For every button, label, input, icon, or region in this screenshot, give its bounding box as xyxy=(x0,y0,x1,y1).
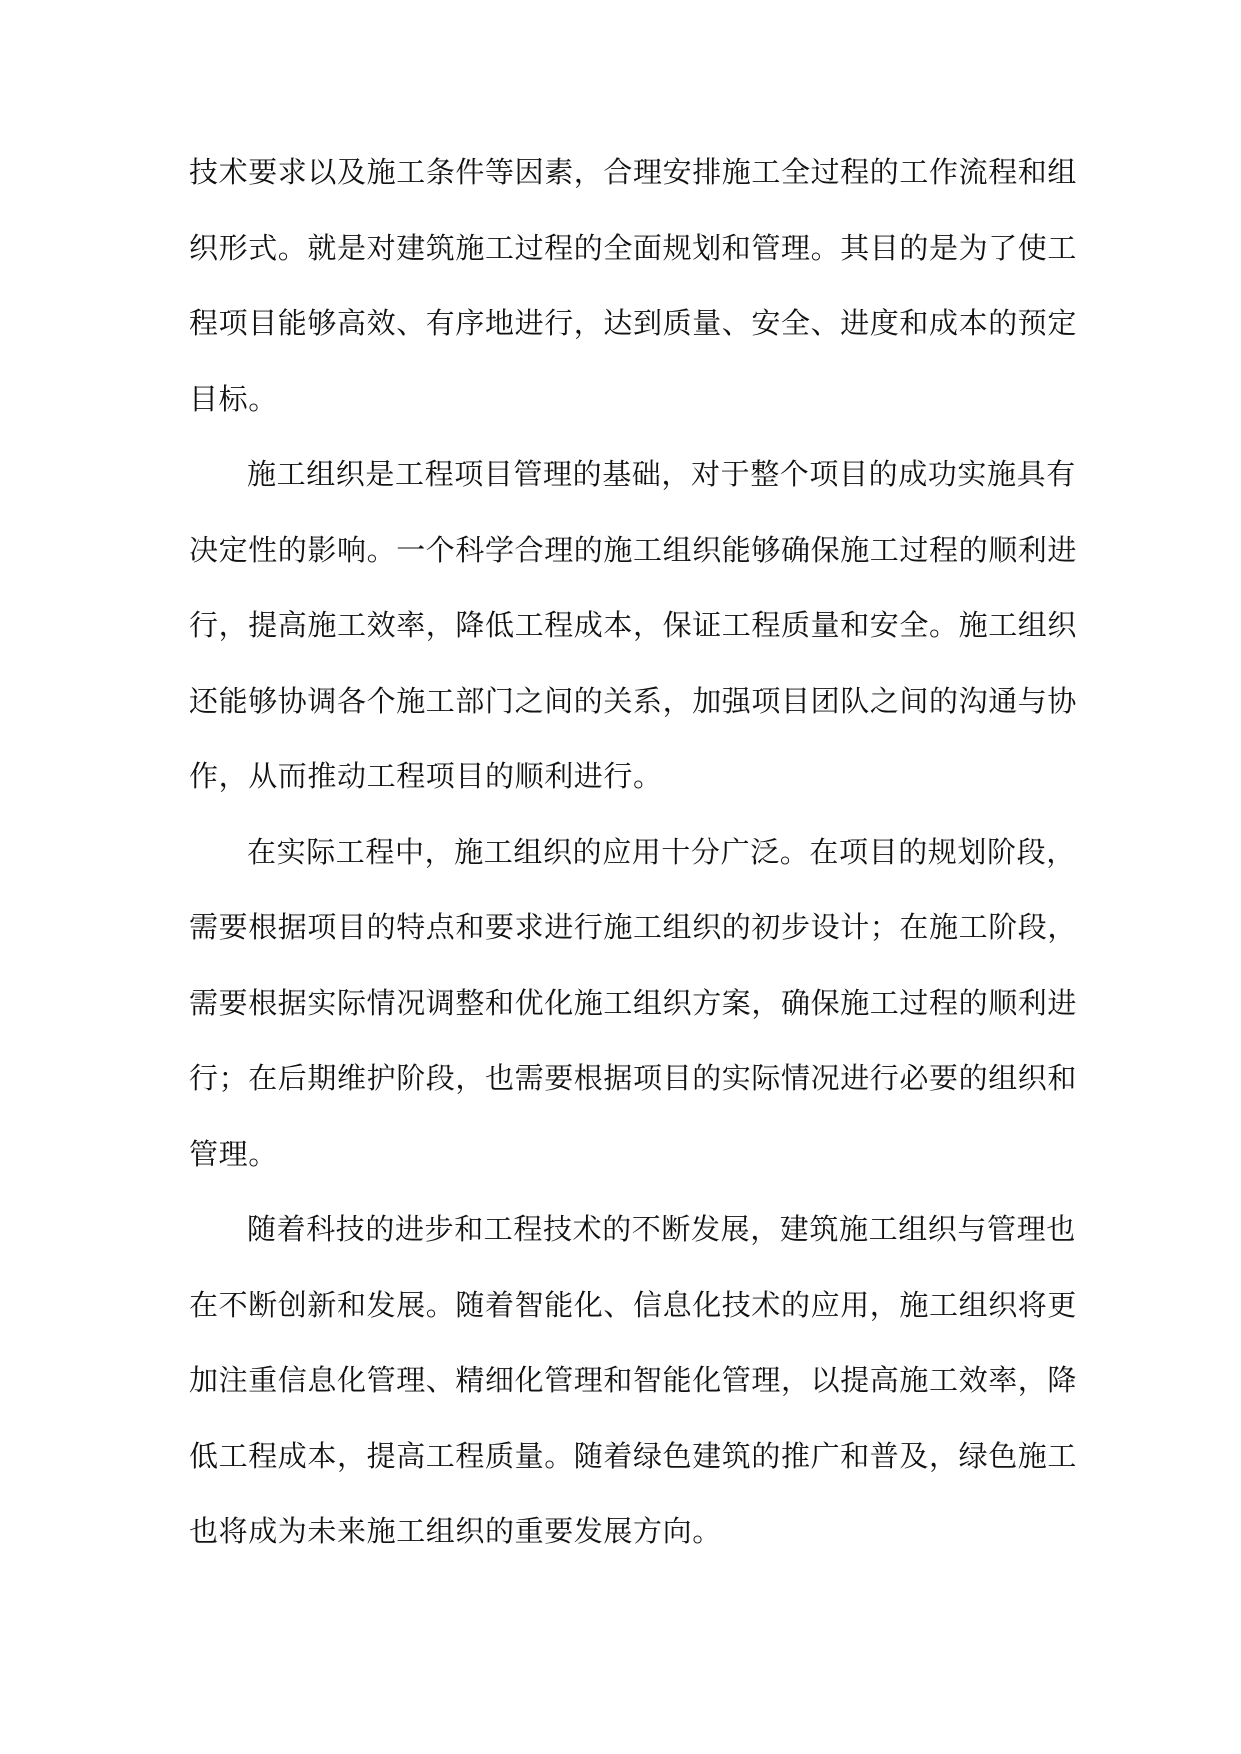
text-line: 也将成为未来施工组织的重要发展方向。 xyxy=(189,1514,722,1548)
text-line: 低工程成本，提高工程质量。随着绿色建筑的推广和普及，绿色施工 xyxy=(189,1438,1078,1473)
text-line: 在实际工程中，施工组织的应用十分广泛。在项目的规划阶段， xyxy=(247,834,1076,869)
document-body xyxy=(189,144,1078,1579)
text-line: 作，从而推动工程项目的顺利进行。 xyxy=(189,759,663,793)
text-line: 加注重信息化管理、精细化管理和智能化管理，以提高施工效率，降 xyxy=(189,1363,1078,1397)
text-line: 在不断创新和发展。随着智能化、信息化技术的应用，施工组织将更 xyxy=(189,1287,1078,1322)
text-line: 需要根据项目的特点和要求进行施工组织的初步设计；在施工阶段， xyxy=(189,910,1078,944)
text-line: 需要根据实际情况调整和优化施工组织方案，确保施工过程的顺利进 xyxy=(189,985,1078,1020)
text-line: 目标。 xyxy=(189,381,278,416)
text-line: 随着科技的进步和工程技术的不断发展，建筑施工组织与管理也 xyxy=(247,1212,1076,1246)
paragraph-1 xyxy=(189,144,1078,446)
text-line: 织形式。就是对建筑施工过程的全面规划和管理。其目的是为了使工 xyxy=(189,230,1078,265)
paragraph-2 xyxy=(189,446,1078,824)
text-line: 程项目能够高效、有序地进行，达到质量、安全、进度和成本的预定 xyxy=(189,306,1078,340)
text-line: 施工组织是工程项目管理的基础，对于整个项目的成功实施具有 xyxy=(247,457,1076,491)
paragraph-4 xyxy=(189,1201,1078,1579)
paragraph-3 xyxy=(189,824,1078,1202)
text-line: 决定性的影响。一个科学合理的施工组织能够确保施工过程的顺利进 xyxy=(189,532,1078,567)
text-line: 技术要求以及施工条件等因素，合理安排施工全过程的工作流程和组 xyxy=(189,155,1078,189)
text-line: 行，提高施工效率，降低工程成本，保证工程质量和安全。施工组织 xyxy=(189,608,1078,642)
text-line: 行；在后期维护阶段，也需要根据项目的实际情况进行必要的组织和 xyxy=(189,1061,1078,1095)
text-line: 管理。 xyxy=(189,1136,278,1171)
text-line: 还能够协调各个施工部门之间的关系，加强项目团队之间的沟通与协 xyxy=(189,683,1078,718)
